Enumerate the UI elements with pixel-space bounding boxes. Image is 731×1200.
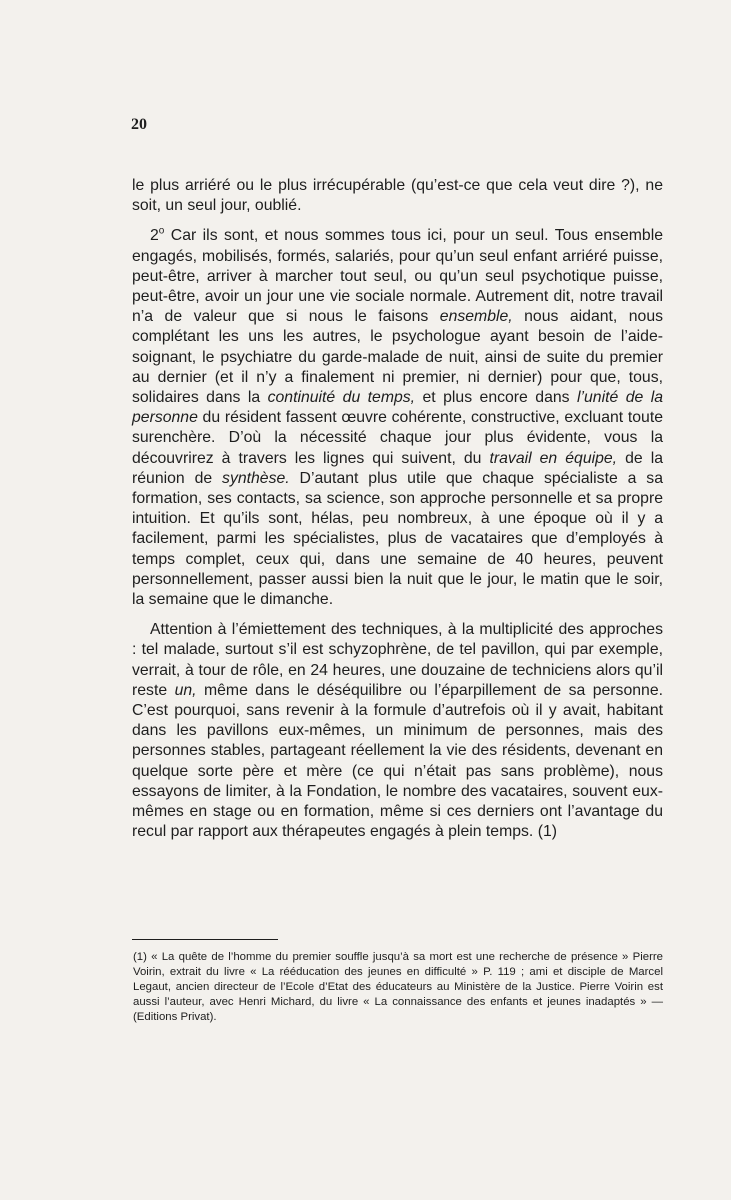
emphasis-unite: l’unité de la personne <box>132 389 663 427</box>
ordinal-superscript: o <box>158 226 165 238</box>
emphasis-travail-equipe: travail en équipe, <box>489 449 618 467</box>
emphasis-un: un, <box>174 681 197 699</box>
emphasis-ensemble: ensemble, <box>439 308 513 326</box>
emphasis-synthese: synthèse. <box>222 469 290 487</box>
paragraph-attention <box>132 620 663 842</box>
paragraph-second-point <box>132 226 663 610</box>
footnote: (1) « La quête de l’homme du premier souffle jusqu’à sa mort est une recherche de présence » Pierre Voirin, extrait du livre « La rééducation des jeunes en difficulté » P. 119 ; ami et disciple de Marcel Legaut, ancien directeur de l’Ecole d’Etat des éducateurs au Ministère de la Justice. Pierre Voirin est aussi l’auteur, avec Henri Michard, du livre « La connaissance des enfants et jeunes inadaptés » — (Editions Privat). <box>133 951 663 1023</box>
emphasis-continuite: continuité du temps, <box>267 389 416 407</box>
text-segment: Car ils sont, et nous sommes tous ici, pour un seul. Tous ensemble engagés, mobilisés, formés, salariés, pour qu’un seul enfant arriéré puisse, peut-être, arriver à marcher tout seul, ou qu’un seul psychotique puisse, peut-être, avoir un jour une vie sociale normale. Autrement dit, notre travail n’a de valeur que si nous le faisons <box>132 227 663 326</box>
text-segment: de la réunion de <box>132 449 663 487</box>
paragraph-continuation: le plus arriéré ou le plus irrécupérable (qu’est-ce que cela veut dire ?), ne soit, un seul jour, oublié. <box>132 177 663 215</box>
text-segment: D’autant plus utile que chaque spécialiste a sa formation, ses contacts, sa science, son approche personnelle et sa propre intuition. Et qu’ils sont, hélas, peu nombreux, à une époque où il y a facilement, parmi les spécialistes, plus de vacataires que d’employés à temps complet, ceux qui, dans une semaine de 40 heures, peuvent personnellement, passer aussi bien la nuit que le jour, le matin que le soir, la semaine que le dimanche. <box>132 469 663 609</box>
text-segment: du résident fassent œuvre cohérente, constructive, excluant toute surenchère. D’où la nécessité chaque jour plus évidente, vous la découvrirez à travers les lignes qui suivent, du <box>132 409 663 467</box>
page-number: 20 <box>131 116 147 133</box>
text-segment: nous aidant, nous complétant les uns les autres, le psychologue ayant besoin de l’aide-soignant, le psychiatre du garde-malade de nuit, ainsi de suite du premier au dernier (et il n’y a finalement ni premier, ni dernier) pour que, tous, solidaires dans la <box>132 308 664 407</box>
text-segment: Attention à l’émiettement des techniques, à la multiplicité des approches : tel malade, surtout s’il est schyzophrène, de tel pavillon, qui par exemple, verrait, à tour de rôle, en 24 heures, une douzaine de techniciens alors qu’il reste <box>132 621 663 699</box>
footnote-divider <box>132 939 278 940</box>
point-number: 2 <box>150 227 159 245</box>
body-text <box>132 176 663 843</box>
text-segment: et plus encore dans <box>415 389 577 407</box>
text-segment: même dans le déséquilibre ou l’éparpillement de sa personne. C’est pourquoi, sans revenir à la formule d’autrefois où il y avait, habitant dans les pavillons eux-mêmes, un minimum de personnes, mais des personnes stables, partageant réellement la vie des résidents, devenant en quelque sorte père et mère (ce qui n’était pas sans problème), nous essayons de limiter, à la Fondation, le nombre des vacataires, souvent eux-mêmes en stage ou en formation, même si ces derniers ont l’avantage du recul par rapport aux thérapeutes engagés à plein temps. (1) <box>132 681 663 841</box>
